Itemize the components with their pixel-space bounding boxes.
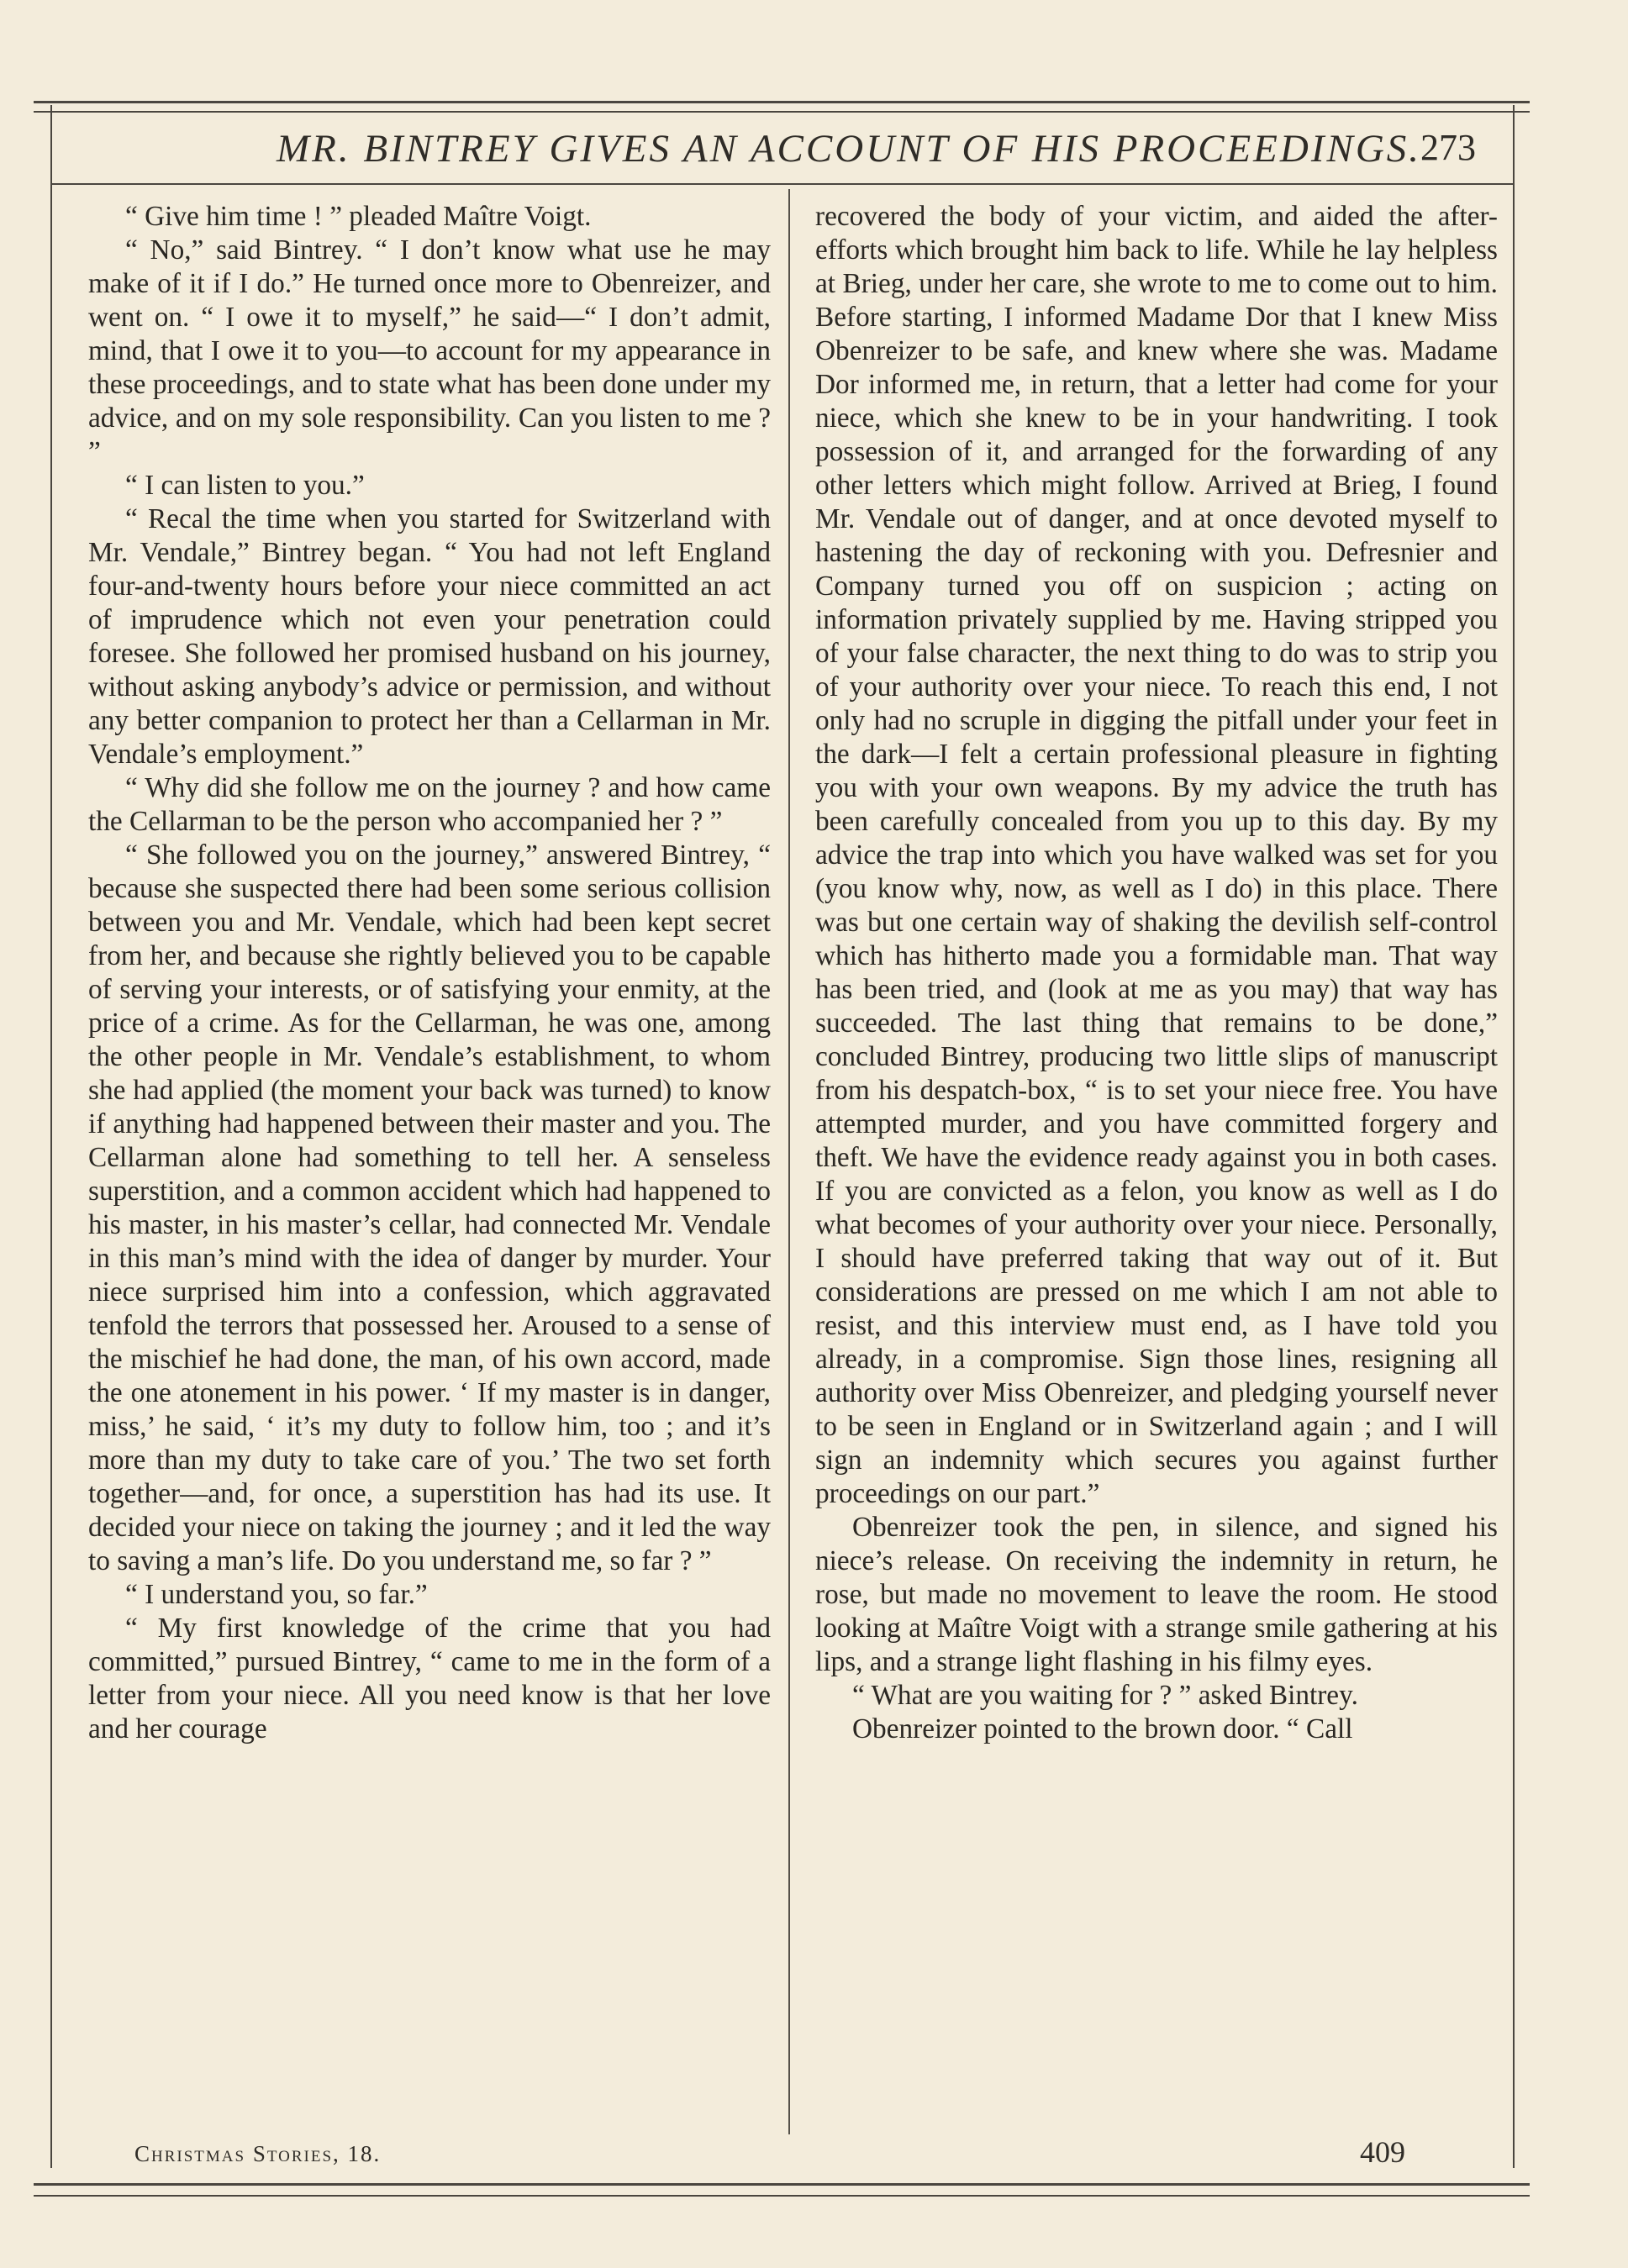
right-column (815, 200, 1498, 2124)
paragraph: “ I can listen to you.” (125, 470, 365, 501)
header-rule (50, 183, 1513, 185)
paragraph: “ She followed you on the journey,” answered Bintrey, “ because she suspected there had been some serious collision between you and Mr. Vendale, which had been kept secret from her, and because she rightly believed you to be capable of serving your interests, or of satisfying your enmity, at the price of a crime. As for the Cellarman, he was one, among the other people in Mr. Vendale’s establishment, to whom she had applied (the moment your back was turned) to know if anything had happened between their master and you. The Cellarman alone had something to tell her. A senseless superstition, and a common accident which had happened to his master, in his master’s cellar, had connected Mr. Vendale in this man’s mind with the idea of danger by murder. Your niece surprised him into a confession, which aggravated tenfold the terrors that possessed her. Aroused to a sense of the mischief he had done, the man, of his own accord, made the one atonement in his power. ‘ If my master is in danger, miss,’ he said, ‘ it’s my duty to follow him, too ; and it’s more than my duty to take care of you.’ The two set forth together—and, for once, a superstition has had its use. It decided your niece on taking the journey ; and it led the way to saving a man’s life. Do you understand me, so far ? ” (88, 839, 771, 1576)
left-frame-line (50, 105, 52, 2168)
paragraph: “ Recal the time when you started for Switzerland with Mr. Vendale,” Bintrey began. “ You had not left England four-and-twenty hours before your niece committed an act of imprudence which not even your penetration could foresee. She followed her promised husband on his journey, without asking anybody’s advice or permission, and without any better companion to protect her than a Cellarman in Mr. Vendale’s employment.” (88, 503, 771, 770)
signature-mark: Christmas Stories, 18. (134, 2141, 382, 2166)
top-rule-outer (34, 101, 1530, 103)
sheet-number: 409 (1360, 2135, 1405, 2169)
column-divider (788, 189, 790, 2134)
paragraph: “ Give him time ! ” pleaded Maître Voigt. (125, 201, 592, 232)
right-frame-line (1513, 105, 1515, 2168)
paragraph: Obenreizer took the pen, in silence, and signed his niece’s release. On receiving the indemnity in return, he rose, but made no movement to leave the room. He stood looking at Maître Voigt with a strange smile gathering at his lips, and a strange light flashing in his filmy eyes. (815, 1512, 1498, 1677)
paragraph: “ I understand you, so far.” (125, 1579, 428, 1610)
paragraph: “ My first knowledge of the crime that you had committed,” pursued Bintrey, “ came to me in the form of a letter from your niece. All you need know is that her love and her courage (88, 1613, 771, 1744)
paragraph: “ No,” said Bintrey. “ I don’t know what use he may make of it if I do.” He turned once more to Obenreizer, and went on. “ I owe it to myself,” he said—“ I don’t admit, mind, that I owe it to you—to account for my appearance in these proceedings, and to state what has been done under my advice, and on my sole responsibility. Can you listen to me ? ” (88, 234, 771, 467)
bottom-rule (34, 2183, 1530, 2186)
bottom-rule-lower (34, 2195, 1530, 2197)
paragraph: “ What are you waiting for ? ” asked Bintrey. (852, 1680, 1358, 1711)
paragraph-continued: recovered the body of your victim, and aided the after-efforts which brought him back to life. While he lay helpless at Brieg, under her care, she wrote to me to come out to him. Before starting, I informed Madame Dor that I knew Miss Obenreizer to be safe, and knew where she was. Madame Dor informed me, in return, that a letter had come for your niece, which she knew to be in your handwriting. I took possession of it, and arranged for the forwarding of any other letters which might follow. Arrived at Brieg, I found Mr. Vendale out of danger, and at once devoted myself to hastening the day of reckoning with you. Defresnier and Company turned you off on suspicion ; acting on information privately supplied by me. Having stripped you of your false character, the next thing to do was to strip you of your authority over your niece. To reach this end, I not only had no scruple in digging the pitfall under your feet in the dark—I felt a certain professional pleasure in fighting you with your own weapons. By my advice the truth has been carefully concealed from you up to this day. By my advice the trap into which you have walked was set for you (you know why, now, as well as I do) in this place. There was but one certain way of shaking the devilish self-control which has hitherto made you a formidable man. That way has been tried, and (look at me as you may) that way has succeeded. The last thing that remains to be done,” concluded Bintrey, producing two little slips of manuscript from his despatch-box, “ is to set your niece free. You have attempted murder, and you have committed forgery and theft. We have the evidence ready against you in both cases. If you are convicted as a felon, you know as well as I do what becomes of your authority over your niece. Personally, I should have preferred taking that way out of it. But considerations are pressed on me which I am not able to resist, and this interview must end, as I have told you already, in a compromise. Sign those lines, resigning all authority over Miss Obenreizer, and pledging yourself never to be seen in England or in Switzerland again ; and I will sign an indemnity which secures you against further proceedings on our part.” (815, 201, 1498, 1509)
paragraph: Obenreizer pointed to the brown door. “ Call (852, 1713, 1353, 1744)
left-column (88, 200, 771, 2124)
top-rule-inner (34, 111, 1530, 113)
page-number: 273 (1420, 127, 1476, 168)
running-title: MR. BINTREY GIVES AN ACCOUNT OF HIS PROCEEDINGS. (276, 127, 1422, 171)
paragraph: “ Why did she follow me on the journey ? and how came the Cellarman to be the person who accompanied her ? ” (88, 772, 771, 837)
